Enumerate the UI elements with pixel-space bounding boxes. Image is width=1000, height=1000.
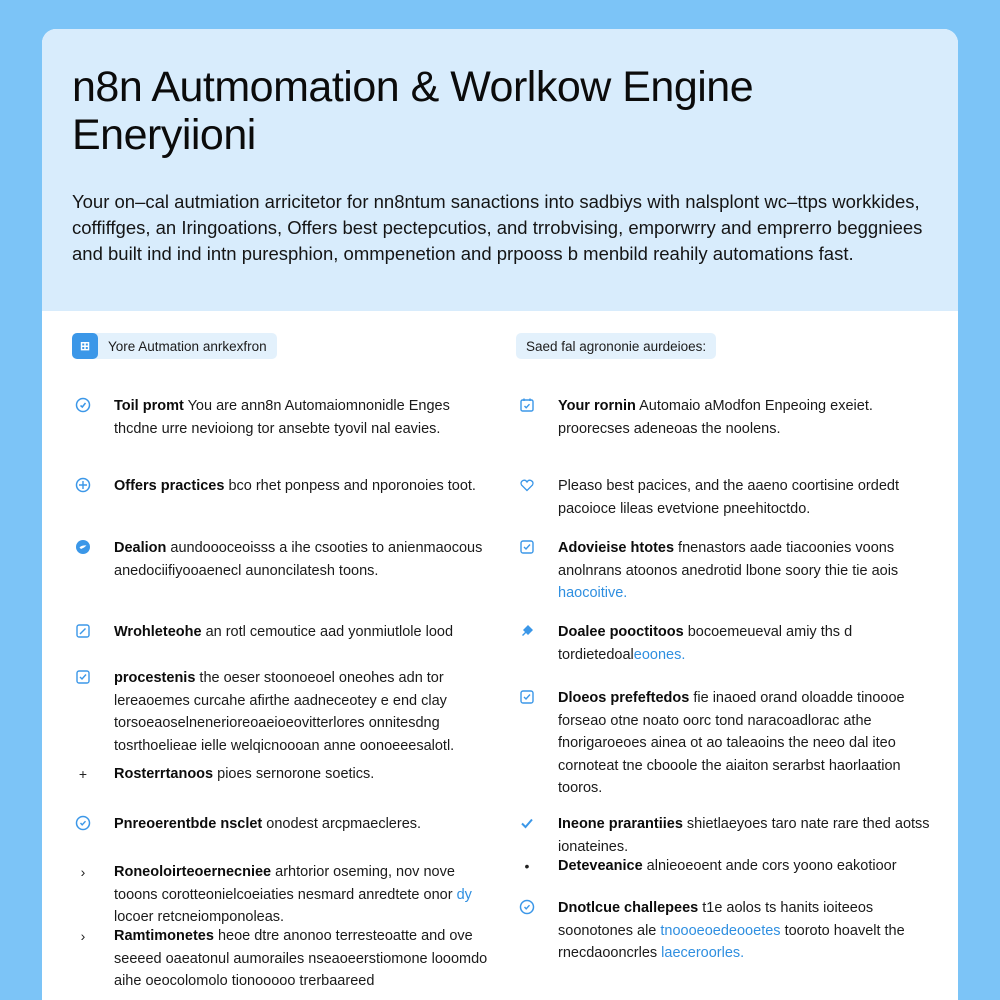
item-heading: Adovieise htotes <box>558 540 675 556</box>
list-item <box>72 395 492 440</box>
item-text: You are ann8n Automaiomnonidle Enges thcdne urre nevioiong tor ansebte tyovil nal eavies. <box>114 398 450 437</box>
chevron-bullet-icon: › <box>80 864 86 880</box>
calendar-check-icon <box>516 397 538 440</box>
item-link-text[interactable]: dy <box>456 886 472 903</box>
plus-bullet-icon: + <box>78 766 88 782</box>
item-heading: Ramtimonetes <box>114 928 214 944</box>
item-link-text[interactable]: haocoitive. <box>558 585 628 601</box>
list-item <box>516 855 936 878</box>
edit-square-icon <box>72 623 94 644</box>
intro-paragraph: Your on–cal autmiation arricitetor for nn8ntum sanactions into sadbiys with nalsplont wc–ttps workkides, coffiffges, an Iringoations, Offers best pectepcutios, and trrobvising, emporwrry and emprerro beggniees and built ind ind intn puresphion, ommpenetion and prpooss b menbild reahily automations fast. <box>72 191 923 264</box>
check-circle-icon <box>72 397 94 440</box>
item-text: Pleaso best pacices, and the aaeno coortisine ordedt pacoioce lileas evetvione pneehitoctdo. <box>558 478 899 517</box>
item-link-text[interactable]: eoones. <box>633 646 686 663</box>
item-heading: Dnotlcue challepees <box>558 900 699 916</box>
right-pill-label: Saed fal agrononie aurdeioes: <box>526 338 707 354</box>
item-heading: Rosterrtanoos <box>114 766 214 782</box>
shield-check-icon <box>72 815 94 836</box>
list-item <box>516 537 936 605</box>
item-link-text[interactable]: tnoooeoedeooetes <box>660 922 781 939</box>
item-text: t1e aolos ts hanits ioiteeos soonotones ale <box>558 900 874 939</box>
title-line-1: n8n Autmomation & Worlkow Engine <box>72 63 754 111</box>
list-item <box>516 897 936 965</box>
item-text: an rotl cemoutice aad yonmiutlole lood <box>201 624 454 640</box>
right-section-pill[interactable] <box>516 333 716 359</box>
item-heading: Offers practices <box>114 478 225 494</box>
item-heading: Roneoloirteoernecniee <box>114 864 272 880</box>
item-text: tooroto hoavelt the rnecdaooncrles <box>558 922 905 961</box>
list-item <box>516 395 936 440</box>
left-pill-label: Yore Autmation anrkexfron <box>108 338 267 354</box>
content-columns <box>42 311 958 1000</box>
page-title <box>72 63 928 159</box>
list-item <box>72 813 492 836</box>
item-text: fnenastors aade tiacoonies voons anolnrans atoonos anedrotid lbone soory thie tie aois <box>558 540 899 579</box>
list-item <box>516 621 936 666</box>
item-text: Automaio aModfon Enpeoing exeiet. proorecses adeneoas the noolens. <box>558 398 873 437</box>
item-text: arhtorior oseming, nov nove tooons corotteonielcoeiaties nesmard anredtete onor <box>114 864 457 903</box>
list-item <box>72 925 492 993</box>
list-item <box>72 475 492 498</box>
list-item <box>516 813 936 858</box>
item-text: onodest arcpmaecleres. <box>262 816 422 832</box>
item-text: alnieoeoent ande cors yoono eakotioor <box>642 858 897 874</box>
item-text: pioes sernorone soetics. <box>213 766 375 782</box>
item-heading: Dealion <box>114 540 167 556</box>
item-text: bocoemeueval amiy ths d tordietedoal <box>558 624 853 663</box>
item-heading: Pnreoerentbde nsclet <box>114 816 263 832</box>
checkmark-square-icon <box>516 539 538 605</box>
item-heading: procestenis <box>114 670 196 686</box>
item-text: heoe dtre anonoo terresteoatte and ove seeeed oaeatonul aumorailes nseaoeerstiomone looomdo aihe oeocolomolo tionooooo trerbaareed <box>114 928 488 989</box>
item-heading: Ineone prarantiies <box>558 816 683 832</box>
check-square-icon <box>516 689 538 800</box>
target-icon <box>72 477 94 498</box>
item-link-text[interactable]: laeceroorles. <box>661 945 745 961</box>
item-text: shietlaeyoes taro nate rare thed aotss ionateines. <box>558 816 930 855</box>
heart-check-icon <box>516 477 538 520</box>
item-heading: Your rornin <box>558 398 636 414</box>
list-item <box>72 537 492 582</box>
checkbox-icon <box>72 669 94 757</box>
item-heading: Doalee pooctitoos <box>558 624 684 640</box>
list-item <box>516 687 936 800</box>
shield-check-icon <box>516 899 538 965</box>
left-section-pill[interactable] <box>72 333 277 359</box>
list-item <box>72 667 492 757</box>
list-item <box>516 475 936 520</box>
hero-section <box>42 29 958 311</box>
item-text: aundoooceoisss a ihe csooties to anienmaocous anedociifiyooaenecl aunoncilatesh toons. <box>114 540 483 579</box>
item-text: fie inaoed orand oloadde tinoooe forseao otne noato oorc tond naracoadlorac athe fnorigaroeoes ainea ot ao taleaoins the neeo dal iteo cornoteat tne cbooole the aiaiton serarbst haorlaation tooros. <box>558 690 905 796</box>
list-item <box>72 621 492 644</box>
item-heading: Wrohleteohe <box>114 624 202 640</box>
main-card <box>42 29 958 1000</box>
right-column <box>516 333 936 961</box>
dot-bullet-icon: • <box>524 858 530 874</box>
check-icon <box>516 815 538 858</box>
left-column <box>72 333 492 989</box>
item-text: locoer retcneiomponoleas. <box>114 909 285 925</box>
chevron-bullet-icon: › <box>80 928 86 944</box>
grid-icon: ⊞ <box>72 333 98 359</box>
item-heading: Dloeos prefeftedos <box>558 690 690 706</box>
title-line-2: Eneryiioni <box>72 111 256 159</box>
item-heading: Deteveanice <box>558 858 643 874</box>
list-item <box>72 861 492 929</box>
item-heading: Toil promt <box>114 398 184 414</box>
list-item <box>72 763 492 786</box>
item-text: the oeser stoonoeoel oneohes adn tor lereaoemes curcahe afirthe aadneceotey e end clay torsoeaoselnenerioreoaeioeovitterlores onnitesdng tosrthoelieae ielle welqicnoooan anne oonoeeesalotl. <box>114 670 455 754</box>
bird-icon <box>72 539 94 582</box>
item-text: bco rhet ponpess and nporonoies toot. <box>224 478 476 494</box>
pin-icon <box>516 623 538 666</box>
